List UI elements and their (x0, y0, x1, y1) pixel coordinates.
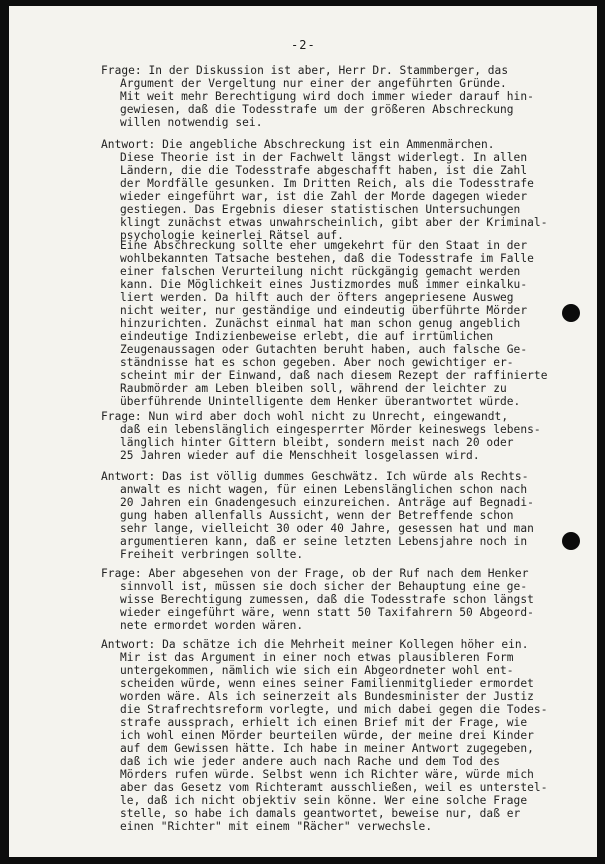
text-line: le, daß ich nicht objektiv sein könne. Wer eine solche Frage (120, 794, 528, 807)
text-line: wieder eingeführt war, ist die Zahl der Morde dagegen wieder (120, 190, 528, 203)
text-line: überführende Unintelligente dem Henker überantwortet würde. (120, 395, 521, 408)
text-line: gestiegen. Das Ergebnis dieser statistischen Untersuchungen (120, 203, 521, 216)
text-line: Raubmörder am Leben bleiben soll, während der leichter zu (120, 382, 507, 395)
text-line: wieder eingeführt wäre, wenn statt 50 Taxifahrern 50 Abgeord- (120, 606, 534, 619)
text-line: einer falschen Verurteilung nicht rückgängig gemacht werden (120, 265, 521, 278)
text-line: liert werden. Da hilft auch der öfters angepriesene Ausweg (120, 291, 514, 304)
text-line: Antwort: Das ist völlig dummes Geschwätz. Ich würde als Rechts- (101, 470, 529, 483)
text-line: daß ein lebenslänglich eingesperrter Mörder keineswegs lebens- (120, 423, 541, 436)
text-line: hinzurichten. Zunächst einmal hat man schon genug angeblich (120, 317, 521, 330)
text-line: der Mordfälle gesunken. Im Dritten Reich, als die Todesstrafe (120, 177, 534, 190)
text-line: wohlbekannten Tatsache bestehen, daß die Todesstrafe im Falle (120, 252, 534, 265)
text-line: auf dem Gewissen hätte. Ich habe in meiner Antwort zugegeben, (120, 742, 534, 755)
text-line: scheiden würde, wenn eines seiner Familienmitglieder ermordet (120, 677, 534, 690)
text-line: Mir ist das Argument in einer noch etwas plausibleren Form (120, 651, 514, 664)
page-number: -2- (291, 38, 316, 52)
text-line: klingt zunächst etwas unwahrscheinlich, gibt aber der Kriminal- (120, 216, 548, 229)
text-line: gewiesen, daß die Todesstrafe um der größeren Abschreckung (120, 103, 514, 116)
text-line: scheint mir der Einwand, daß nach diesem Rezept der raffinierte (120, 369, 548, 382)
text-line: wisse Berechtigung zumessen, daß die Todesstrafe schon längst (120, 593, 534, 606)
text-line: psychologie keinerlei Rätsel auf. (120, 229, 344, 242)
text-line: untergekommen, nämlich wie sich ein Abgeordneter wohl ent- (120, 664, 514, 677)
text-line: nete ermordet worden wären. (120, 619, 304, 632)
text-line: länglich hinter Gittern bleibt, sondern meist nach 20 oder (120, 436, 514, 449)
text-line: 20 Jahren ein Gnadengesuch einzureichen. Anträge auf Begnadi- (120, 496, 534, 509)
text-line: aber das Gesetz vom Richteramt ausschließen, weil es unterstel- (120, 781, 548, 794)
text-line: Frage: Aber abgesehen von der Frage, ob der Ruf nach dem Henker (101, 567, 529, 580)
text-line: einen "Richter" mit einem "Rächer" verwechsle. (120, 820, 433, 833)
text-line: Frage: In der Diskussion ist aber, Herr Dr. Stammberger, das (101, 64, 509, 77)
text-line: ich wohl einen Mörder beurteilen würde, der meine drei Kinder (120, 729, 534, 742)
text-line: willen notwendig sei. (120, 116, 263, 129)
text-line: Diese Theorie ist in der Fachwelt längst widerlegt. In allen (120, 151, 528, 164)
text-line: Zeugenaussagen oder Gutachten beruht haben, auch falsche Ge- (120, 343, 528, 356)
punch-hole-lower (562, 532, 580, 550)
text-line: Freiheit verbringen sollte. (120, 548, 304, 561)
text-line: die Strafrechtsreform vorlegte, und mich dabei gegen die Todes- (120, 703, 548, 716)
text-line: stelle, so habe ich damals geantwortet, beweise nur, daß er (120, 807, 521, 820)
text-line: Argument der Vergeltung nur einer der angeführten Gründe. (120, 77, 507, 90)
text-line: kann. Die Möglichkeit eines Justizmordes muß immer einkalku- (120, 278, 528, 291)
text-line: Mit weit mehr Berechtigung wird doch immer wieder darauf hin- (120, 90, 534, 103)
text-line: Mörders rufen würde. Selbst wenn ich Richter wäre, würde mich (120, 768, 534, 781)
text-line: nicht weiter, nur geständige und eindeutig überführte Mörder (120, 304, 528, 317)
text-line: Eine Abschreckung sollte eher umgekehrt für den Staat in der (120, 239, 528, 252)
text-line: eindeutige Indizienbeweise erlebt, die auf irrtümlichen (120, 330, 494, 343)
text-line: Antwort: Da schätze ich die Mehrheit meiner Kollegen höher ein. (101, 638, 529, 651)
text-line: worden wäre. Als ich seinerzeit als Bundesminister der Justiz (120, 690, 534, 703)
text-line: anwalt es nicht wagen, für einen Lebenslänglichen schon nach (120, 483, 528, 496)
text-line: argumentieren kann, daß er seine letzten Lebensjahre noch in (120, 535, 528, 548)
text-line: 25 Jahren wieder auf die Menschheit losgelassen wird. (120, 449, 480, 462)
punch-hole-upper (562, 304, 580, 322)
text-line: sinnvoll ist, müssen sie doch sicher der Behauptung eine ge- (120, 580, 528, 593)
text-line: gung haben allenfalls Aussicht, wenn der Betreffende schon (120, 509, 514, 522)
text-line: sehr lange, vielleicht 30 oder 40 Jahre, gesessen hat und man (120, 522, 534, 535)
text-line: daß ich wie jeder andere auch nach Rache und dem Tod des (120, 755, 500, 768)
text-line: Frage: Nun wird aber doch wohl nicht zu Unrecht, eingewandt, (101, 410, 509, 423)
document-page (9, 6, 597, 857)
text-line: strafe aussprach, erhielt ich einen Brief mit der Frage, wie (120, 716, 528, 729)
text-line: Ländern, die die Todesstrafe abgeschafft haben, ist die Zahl (120, 164, 528, 177)
text-line: Antwort: Die angebliche Abschreckung ist ein Ammenmärchen. (101, 138, 495, 151)
text-line: ständnisse hat es schon gegeben. Aber noch gewichtiger er- (120, 356, 514, 369)
